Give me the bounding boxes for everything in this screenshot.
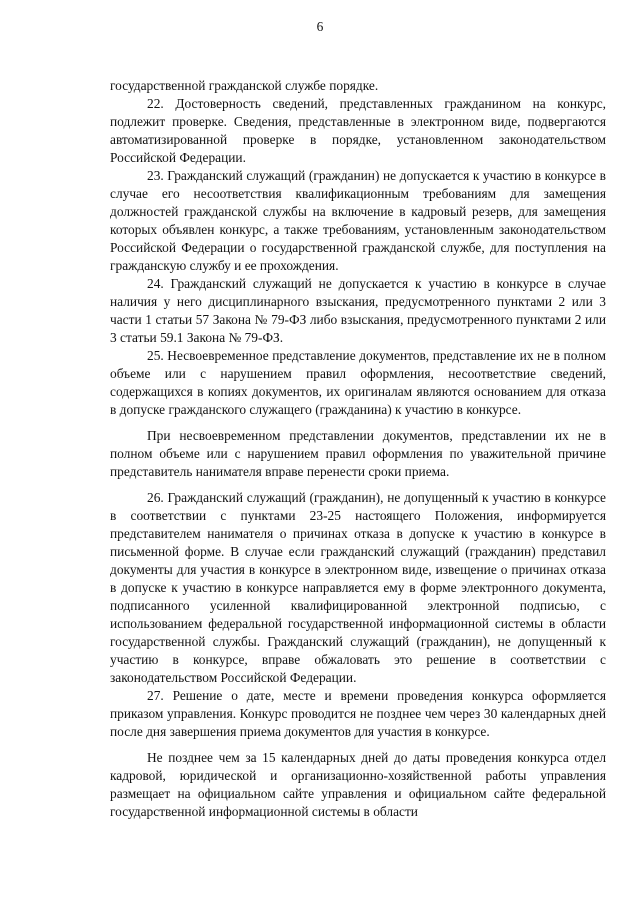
paragraph: 22. Достоверность сведений, представленных гражданином на конкурс, подлежит проверке. Сведения, представленные в электронном виде, подвергаются автоматизированной проверке в порядке, установленном законодательством Российской Федерации. xyxy=(110,96,606,165)
document-body xyxy=(110,77,606,821)
paragraph: При несвоевременном представлении документов, представлении их не в полном объеме или с нарушением правил оформления по уважительной причине представитель нанимателя вправе перенести сроки приема. xyxy=(110,428,606,479)
paragraph: 26. Гражданский служащий (гражданин), не допущенный к участию в конкурсе в соответствии с пунктами 23-25 настоящего Положения, информируется представителем нанимателя о причинах отказа в допуске к участию в конкурсе в письменной форме. В случае если гражданский служащий (гражданин) представил документы для участия в конкурсе в электронном виде, извещение о причинах отказа в допуске к участию в конкурсе направляется ему в форме электронного документа, подписанного усиленной квалифицированной электронной подписью, с использованием федеральной государственной информационной системы в области государственной службы. Гражданский служащий (гражданин), не допущенный к участию в конкурсе, вправе обжаловать это решение в соответствии с законодательством Российской Федерации. xyxy=(110,490,606,685)
paragraph: 25. Несвоевременное представление документов, представление их не в полном объеме или с нарушением правил оформления, несоответствие сведений, содержащихся в копиях документов, их оригиналам являются основанием для отказа в допуске гражданского служащего (гражданина) к участию в конкурсе. xyxy=(110,348,606,417)
page-number: 6 xyxy=(316,19,324,34)
paragraph: 24. Гражданский служащий не допускается к участию в конкурсе в случае наличия у него дисциплинарного взыскания, предусмотренного пунктами 2 или 3 части 1 статьи 57 Закона № 79-ФЗ либо взыскания, предусмотренного пунктами 2 или 3 статьи 59.1 Закона № 79-ФЗ. xyxy=(110,276,606,345)
paragraph: Не позднее чем за 15 календарных дней до даты проведения конкурса отдел кадровой, юридической и организационно-хозяйственной работы управления размещает на официальном сайте управления и официальном сайте федеральной государственной информационной системы в области xyxy=(110,750,606,819)
paragraph: государственной гражданской службе порядке. xyxy=(110,78,379,93)
paragraph: 27. Решение о дате, месте и времени проведения конкурса оформляется приказом управления. Конкурс проводится не позднее чем через 30 календарных дней после дня завершения приема документов для участия в конкурсе. xyxy=(110,688,606,739)
paragraph: 23. Гражданский служащий (гражданин) не допускается к участию в конкурсе в случае его несоответствия квалификационным требованиям для замещения должностей гражданской службы на включение в кадровый резерв, для замещения которых объявлен конкурс, а также требованиям, установленным законодательством Российской Федерации о государственной гражданской службе, для поступления на гражданскую службу и ее прохождения. xyxy=(110,168,606,273)
